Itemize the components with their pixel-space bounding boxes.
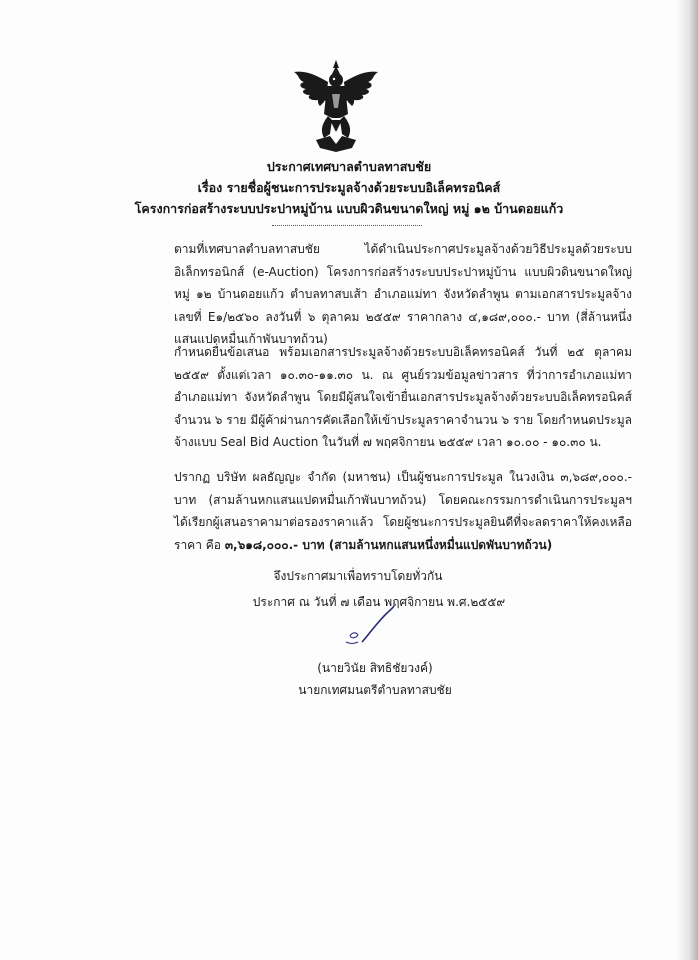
paragraph-3-body bbox=[92, 466, 632, 556]
garuda-emblem bbox=[290, 58, 382, 154]
signatory-title: นายกเทศมนตรีตำบลทาสบชัย bbox=[298, 683, 452, 697]
title-divider bbox=[272, 225, 422, 226]
announcement-subject: เรื่อง รายชื่อผู้ชนะการประมูลจ้างด้วยระบบอิเล็คทรอนิคส์ bbox=[197, 180, 501, 195]
project-name: โครงการก่อสร้างระบบประปาหมู่บ้าน แบบผิวดินขนาดใหญ่ หมู่ ๑๒ บ้านดอยแก้ว bbox=[134, 201, 564, 216]
paragraph-3 bbox=[92, 466, 632, 556]
closing-announce: จึงประกาศมาเพื่อทราบโดยทั่วกัน bbox=[273, 569, 443, 583]
paragraph-2 bbox=[92, 341, 632, 454]
paragraph-2-text: กำหนดยื่นข้อเสนอ พร้อมเอกสารประมูลจ้างด้วยระบบอิเล็คทรอนิคส์ วันที่ ๒๕ ตุลาคม ๒๕๕๙ ตั้งแต่เวลา ๑๐.๓๐-๑๑.๓๐ น. ณ ศูนย์รวมข้อมูลข่าวสาร ที่ว่าการอำเภอแม่ทา อำเภอแม่ทา จังหวัดลำพูน โดยมีผู้สนใจเข้ายื่นเอกสารประมูลจ้างด้วยระบบอิเล็คทรอนิคส์ จำนวน ๖ ราย มีผู้ค้าผ่านการคัดเลือกให้เข้าประมูลราคาจำนวน ๖ ราย โดยกำหนดประมูลจ้างแบบ Seal Bid Auction ในวันที่ ๗ พฤศจิกายน ๒๕๕๙ เวลา ๑๐.๐๐ - ๑๐.๓๐ น. bbox=[174, 345, 632, 449]
paragraph-1 bbox=[92, 238, 632, 351]
paragraph-3-text: ปรากฏ บริษัท ผลธัญญะ จำกัด (มหาชน) เป็นผู้ชนะการประมูล ในวงเงิน ๓,๖๘๙,๐๐๐.- บาท (สามล้านหกแสนแปดหมื่นเก้าพันบาทถ้วน) โดยคณะกรรมการดำเนินการประมูลฯ ได้เรียกผู้เสนอราคามาต่อรองราคาแล้ว โดยผู้ชนะการประมูลยินดีที่จะลดราคาให้คงเหลือราคา คือ bbox=[174, 470, 632, 552]
signatory-name: (นายวินัย สิทธิชัยวงค์) bbox=[317, 661, 433, 675]
handwritten-signature bbox=[336, 602, 396, 648]
page-edge-shadow bbox=[676, 0, 698, 960]
final-price: ๓,๖๑๘,๐๐๐.- บาท (สามล้านหกแสนหนึ่งหมื่นแปดพันบาทถ้วน) bbox=[224, 537, 553, 552]
announcement-title: ประกาศเทศบาลตำบลทาสบชัย bbox=[266, 159, 432, 174]
announce-date: ประกาศ ณ วันที่ ๗ เดือน พฤศจิกายน พ.ศ.๒๕๕๙ bbox=[252, 595, 506, 609]
paragraph-1-text: ตามที่เทศบาลตำบลทาสบชัย ได้ดำเนินประกาศประมูลจ้างด้วยวิธีประมูลด้วยระบบอิเล็กทรอนิกส์ (e-Auction) โครงการก่อสร้างระบบประปาหมู่บ้าน แบบผิวดินขนาดใหญ่ หมู่ ๑๒ บ้านดอยแก้ว ตำบลทาสบเส้า อำเภอแม่ทา จังหวัดลำพูน ตามเอกสารประมูลจ้าง เลขที่ E๑/๒๕๖๐ ลงวันที่ ๖ ตุลาคม ๒๕๕๙ ราคากลาง ๔,๑๘๙,๐๐๐.- บาท (สี่ล้านหนึ่งแสนแปดหมื่นเก้าพันบาทถ้วน) bbox=[174, 242, 632, 346]
